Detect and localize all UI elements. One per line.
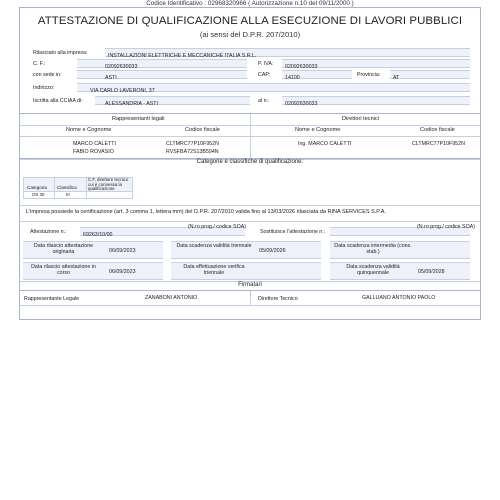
sede-label: con sede in:: [33, 72, 62, 78]
aln-field: [282, 96, 470, 105]
note-divider-top: [20, 205, 480, 206]
categories-title: Categorie e classifiche di qualificazione:: [196, 159, 304, 165]
legali-col-cf: Codice fiscale: [185, 127, 220, 133]
categories-table: [23, 177, 133, 199]
prog-label-2: (N.ro prog./ codice SOA): [417, 224, 475, 230]
scadenza-quin-value: 05/09/2028: [418, 269, 445, 275]
legali-col-name: Nome e Cognome: [66, 127, 112, 133]
categories-col-cf: C.F. direttore tecnico cui è connessa la qualificazione: [88, 177, 129, 192]
rilascio-orig-field: [23, 241, 163, 259]
people-center-divider: [250, 114, 251, 158]
rilascio-corso-field: [23, 262, 163, 280]
impresa-label: Rilasciato alla impresa:: [33, 50, 88, 56]
rilascio-orig-value: 06/09/2023: [109, 248, 136, 254]
scadenza-trien-field: [171, 241, 321, 259]
firmatari-tecnico-value: GALLUANO ANTONIO PAOLO: [362, 295, 436, 301]
legale-cf-2: RVSFBA72S13B594N: [166, 149, 219, 155]
legale-name-2: FABIO ROVASIO: [73, 149, 114, 155]
certification-note: L'impresa possiede la certificazione (art. 3 comma 1, lettera mm) del D.P.R. 207/2010 valida fino al 13/03/2026 rilasciata da RINA SERVICES S.P.A.: [26, 209, 386, 215]
cciaa-field: [95, 96, 250, 105]
cap-label: CAP:: [258, 72, 271, 78]
indirizzo-value: VIA CARLO LAVERONI, 37: [90, 88, 155, 94]
firmatari-title: Firmatari: [238, 282, 262, 288]
cf-field: [77, 59, 247, 68]
cap-value: 14100: [285, 75, 300, 81]
firmatari-legale-label: Rappresentante Legale: [24, 296, 80, 302]
tecnico-name-1: Ing. MARCO CALETTI: [298, 141, 352, 147]
categories-col-divider-2: [86, 178, 87, 198]
attestazione-n-label: Attestazione n.:: [30, 229, 67, 235]
cf-label: C. F.:: [33, 61, 46, 67]
categories-col-classifica: Classifica: [57, 185, 77, 190]
scadenza-quin-label: Data scadenza validità quinquennale: [346, 264, 400, 276]
firmatari-legale-value: ZANABONI ANTONIO: [145, 295, 198, 301]
legali-title: Rappresentanti legali: [112, 116, 165, 122]
effettuazione-label: Data effettuazione verifica triennale: [183, 264, 245, 276]
provincia-label: Provincia:: [357, 72, 381, 78]
firmatari-center-divider: [250, 291, 251, 305]
attestazione-n-value: 69263/10/00: [83, 232, 113, 238]
scadenza-quin-field: [330, 262, 470, 280]
categoria-value: OS 30: [32, 192, 45, 197]
impresa-field: [105, 48, 470, 57]
cciaa-value: ALESSANDRIA - ASTI: [105, 101, 158, 107]
indirizzo-field: [77, 83, 470, 92]
legale-name-1: MARCO CALETTI: [73, 141, 116, 147]
provincia-value: AT: [393, 75, 400, 81]
scadenza-int-field: [330, 241, 470, 259]
cap-field: [282, 70, 352, 79]
piva-field: [282, 59, 470, 68]
sostituisce-label: Sostituisce l'attestazione n.:: [260, 229, 326, 235]
rilascio-corso-value: 06/09/2023: [109, 269, 136, 275]
tecnici-col-cf: Codice fiscale: [420, 127, 455, 133]
classifica-value: III: [66, 192, 70, 197]
prog-label-1: (N.ro prog./ codice SOA): [188, 224, 246, 230]
firmatari-inner-divider: [20, 305, 480, 306]
aln-label: al n.:: [258, 98, 270, 104]
scadenza-trien-label: Data scadenza validità triennale: [176, 243, 252, 249]
document-subtitle: (ai sensi del D.P.R. 207/2010): [199, 30, 301, 39]
rilascio-orig-label: Data rilascio attestazione originaria: [33, 243, 94, 255]
cciaa-label: Iscritta alla CCIAA di:: [33, 98, 83, 104]
provincia-field: [390, 70, 470, 79]
tecnici-col-name: Nome e Cognome: [295, 127, 341, 133]
firmatari-tecnico-label: Direttore Tecnico: [258, 296, 298, 302]
sede-value: ASTI: [105, 75, 117, 81]
note-divider-bottom: [20, 221, 480, 222]
categories-col-divider-1: [54, 178, 55, 198]
indirizzo-label: Indirizzo:: [33, 85, 55, 91]
scadenza-trien-value: 05/09/2026: [259, 248, 286, 254]
tecnico-cf-1: CLTMRC77P10F952N: [412, 141, 465, 147]
aln-value: 02092630033: [285, 101, 318, 107]
rilascio-corso-label: Data rilascio attestazione in corso: [31, 264, 96, 276]
tecnici-title: Direttori tecnici: [342, 116, 379, 122]
categories-col-categoria: Categoria: [27, 185, 47, 190]
sede-field: [77, 70, 247, 79]
piva-value: 02092630033: [285, 64, 318, 70]
piva-label: P. IVA:: [258, 61, 274, 67]
identification-code: Codice Identificativo : 02968320966 ( Autorizzazione n.10 del 09/11/2000 ): [146, 0, 354, 7]
document-title: ATTESTAZIONE DI QUALIFICAZIONE ALLA ESECUZIONE DI LAVORI PUBBLICI: [37, 15, 463, 27]
impresa-value: INSTALLAZIONI ELETTRICHE E MECCANICHE ITALIA S.R.L.: [108, 53, 257, 59]
legale-cf-1: CLTMRC77P10F952N: [166, 141, 219, 147]
effettuazione-field: [171, 262, 321, 280]
cf-value: 02092630033: [105, 64, 138, 70]
scadenza-int-label: Data scadenza intermedia (cons. stab.): [334, 243, 412, 255]
